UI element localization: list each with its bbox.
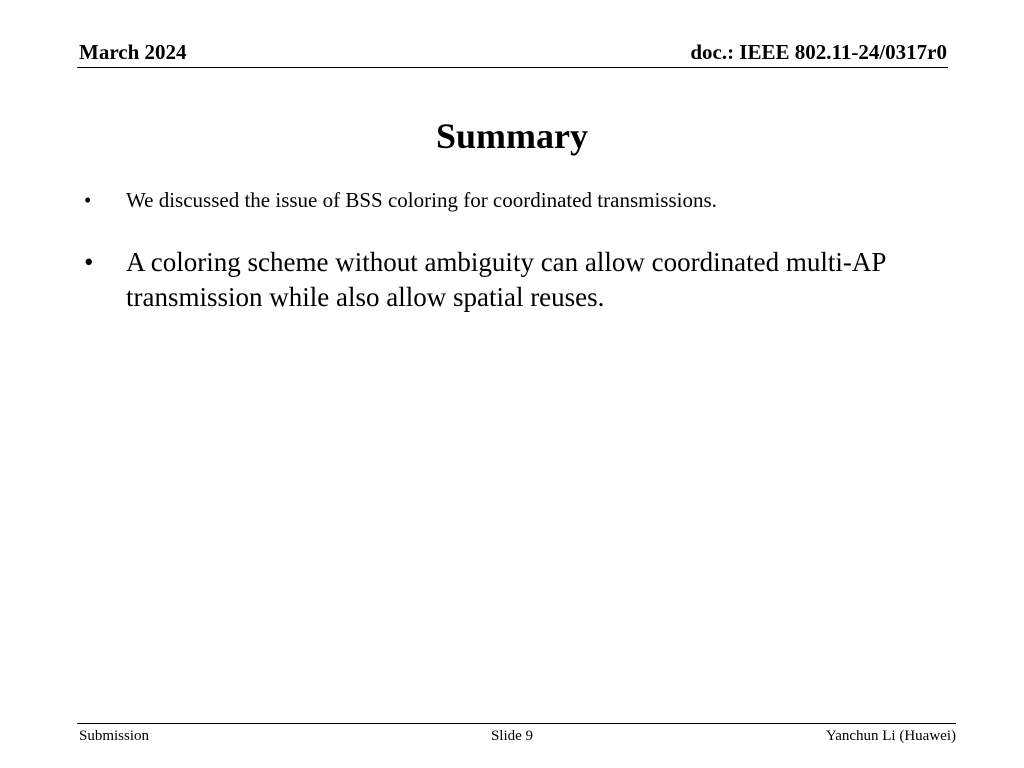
bullet-item [84,245,954,315]
footer-author: Yanchun Li (Huawei) [825,728,956,744]
header-date: March 2024 [79,40,187,64]
bullet-text: A coloring scheme without ambiguity can allow coordinated multi-AP transmission while also allow spatial reuses. [126,247,886,312]
bullet-list [84,185,954,315]
bullet-text: We discussed the issue of BSS coloring for coordinated transmissions. [126,188,717,212]
footer-submission: Submission [79,728,150,744]
bullet-marker: • [84,247,94,277]
footer-divider [77,723,956,724]
header-doc-id: doc.: IEEE 802.11-24/0317r0 [690,40,947,64]
bullet-item [84,185,954,215]
bullet-marker: • [84,188,92,212]
header-divider [77,67,948,68]
footer-slide-number: Slide 9 [490,728,534,744]
slide-title: Summary [436,116,588,156]
